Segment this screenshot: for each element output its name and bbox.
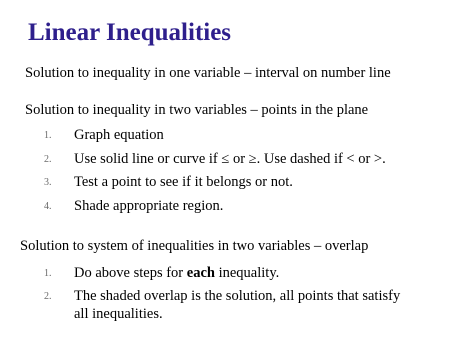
list-item-number: 1. [44,130,52,141]
list-item-text-after: inequality. [214,265,280,281]
graphing-steps-list [44,126,444,220]
list-item-number: 2. [44,153,52,165]
list-item-text-before: Do above steps for [74,265,187,281]
list-item-text: Shade appropriate region. [74,197,224,214]
list-item-text: The shaded overlap is the solution, all points that satisfy all inequalities. [74,288,401,322]
system-steps-list [44,264,444,328]
list-item-number: 2. [44,291,52,302]
list-item [44,197,444,221]
list-item-text: Use solid line or curve if ≤ or ≥. Use dashed if < or >. [74,150,386,167]
emphasis-each: each [186,265,215,281]
list-item [44,173,444,197]
slide-title: Linear Inequalities [28,19,232,46]
list-item [44,126,444,150]
list-item [44,264,444,282]
list-item [44,150,444,174]
intro-system: Solution to system of inequalities in two variables – overlap [20,238,369,254]
intro-two-variables: Solution to inequality in two variables – points in the plane [25,102,369,118]
list-item-text: Graph equation [74,127,164,143]
list-item-number: 1. [44,268,52,279]
list-item [44,287,414,323]
list-item-text: Test a point to see if it belongs or not. [74,174,293,190]
intro-one-variable: Solution to inequality in one variable – interval on number line [25,65,391,81]
list-item-number: 3. [44,177,52,188]
list-item-number: 4. [44,200,52,212]
